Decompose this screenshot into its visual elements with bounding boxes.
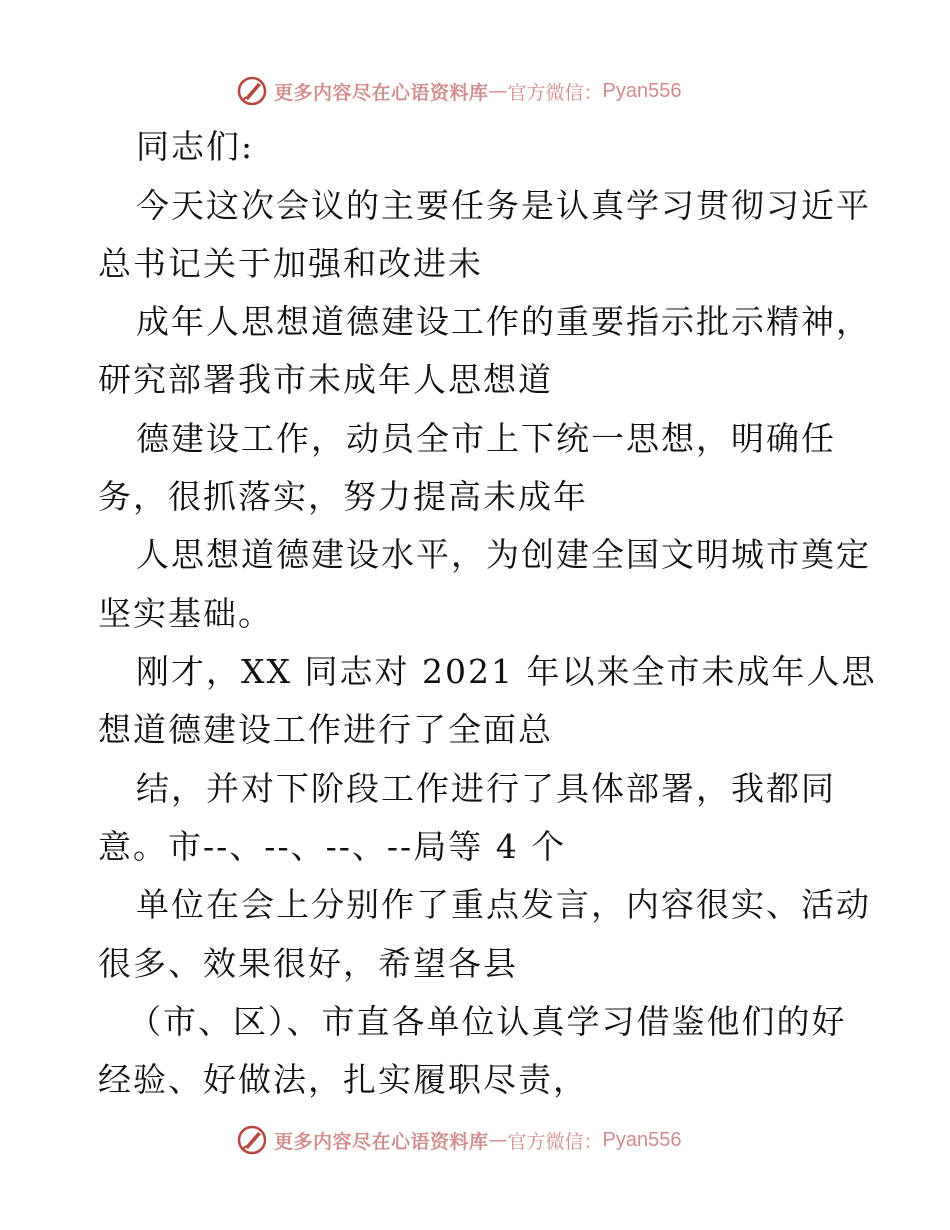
- banner-wechat-label: 官方微信：: [507, 1130, 603, 1153]
- body-line: 想道德建设工作进行了全面总: [98, 710, 553, 749]
- banner-wechat-id: Pyan556: [602, 1128, 682, 1151]
- quill-seal-icon: [236, 75, 268, 107]
- body-line: 今天这次会议的主要任务是认真学习贯彻习近平: [136, 186, 871, 225]
- body-line: 同志们:: [136, 127, 255, 166]
- body-line: 总书记关于加强和改进未: [98, 244, 483, 283]
- banner-wechat-label: 官方微信：: [507, 81, 603, 104]
- body-line: 研究部署我市未成年人思想道: [98, 360, 553, 399]
- quill-seal-icon: [236, 1124, 268, 1156]
- body-line: 结，并对下阶段工作进行了具体部署，我都同: [136, 769, 836, 808]
- banner-wechat-id: Pyan556: [602, 79, 682, 102]
- banner-separator: —: [488, 1129, 508, 1151]
- body-line: 务，很抓落实，努力提高未成年: [98, 477, 588, 516]
- body-line: 德建设工作，动员全市上下统一思想，明确任: [136, 419, 836, 458]
- body-line: （市、区）、市直各单位认真学习借鉴他们的好: [128, 1002, 847, 1041]
- body-line: 刚才，XX 同志对 2021 年以来全市未成年人思: [136, 652, 877, 691]
- body-line: 成年人思想道德建设工作的重要指示批示精神，: [136, 302, 871, 341]
- body-line: 坚实基础。: [98, 594, 273, 633]
- banner-brand-text: 更多内容尽在心语资料库: [274, 81, 489, 104]
- banner-separator: —: [488, 80, 508, 102]
- body-line: 经验、好做法，扎实履职尽责，: [98, 1060, 588, 1099]
- banner-brand-text: 更多内容尽在心语资料库: [274, 1130, 489, 1153]
- body-line: 单位在会上分别作了重点发言，内容很实、活动: [136, 885, 871, 924]
- body-line: 意。市--、--、--、--局等 4 个: [98, 827, 567, 866]
- footer-banner: [236, 1123, 682, 1157]
- body-line: 人思想道德建设水平，为创建全国文明城市奠定: [136, 535, 871, 574]
- header-banner: [236, 74, 682, 108]
- body-line: 很多、效果很好，希望各县: [98, 944, 518, 983]
